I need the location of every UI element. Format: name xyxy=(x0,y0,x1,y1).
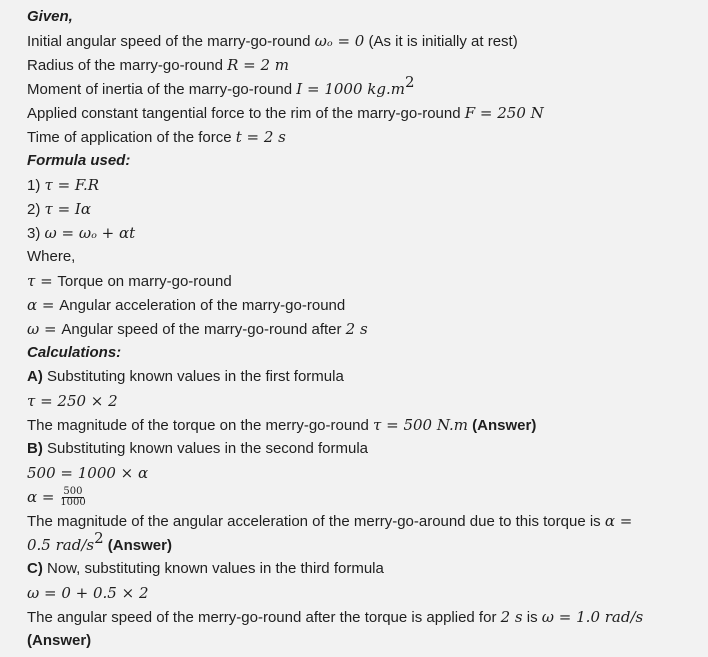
where-heading: Where, xyxy=(27,248,76,265)
formula-2 xyxy=(27,197,697,221)
where-alpha-symbol: α = xyxy=(27,296,60,314)
where-torque-text: Torque on marry-go-round xyxy=(57,273,232,290)
given-force xyxy=(27,101,697,125)
given-time-text: Time of application of the force xyxy=(27,129,236,146)
given-time xyxy=(27,125,697,149)
step-b-alpha-lhs: α = xyxy=(27,488,60,506)
given-radius xyxy=(27,53,697,77)
formula-2-math: τ = Iα xyxy=(44,200,91,218)
step-a-equation xyxy=(27,389,697,413)
step-b-result-alpha: α = xyxy=(604,512,633,530)
formula-3 xyxy=(27,221,697,245)
where-alpha xyxy=(27,293,697,317)
step-c-label: C) xyxy=(27,560,43,577)
given-initial-speed-math: ωₒ = 0 xyxy=(314,32,365,50)
given-radius-text: Radius of the marry-go-round xyxy=(27,57,228,74)
step-b-result xyxy=(27,509,697,533)
given-inertia-math: I = 1000 kg.m xyxy=(296,80,405,98)
where-alpha-text: Angular acceleration of the marry-go-round xyxy=(59,297,346,314)
step-a-intro xyxy=(27,365,697,389)
step-c-text: Now, substituting known values in the third formula xyxy=(42,560,384,577)
calculations-heading: Calculations: xyxy=(27,344,122,361)
given-heading: Given, xyxy=(27,8,73,25)
where-torque-symbol: τ = xyxy=(27,272,58,290)
step-b-fraction-line xyxy=(27,485,697,509)
where-omega-text: Angular speed of the marry-go-round after xyxy=(61,321,346,338)
step-b-label: B) xyxy=(27,440,43,457)
given-initial-speed-text: Initial angular speed of the marry-go-round xyxy=(27,33,315,50)
formula-1-number: 1) xyxy=(27,177,45,194)
given-radius-math: R = 2 m xyxy=(227,56,290,74)
step-b-result-text: The magnitude of the angular acceleration of the merry-go-around due to this torque is xyxy=(27,513,605,530)
step-b-text: Substituting known values in the second formula xyxy=(42,440,369,457)
step-a-result-math: τ = 500 N.m xyxy=(373,416,469,434)
given-inertia-exponent: 2 xyxy=(404,73,415,91)
step-a-result-text: The magnitude of the torque on the merry-go-round xyxy=(27,417,374,434)
step-a-answer: (Answer) xyxy=(468,417,537,434)
given-inertia-text: Moment of inertia of the marry-go-round xyxy=(27,81,297,98)
step-b-intro xyxy=(27,437,697,461)
formula-3-number: 3) xyxy=(27,225,45,242)
given-force-math: F = 250 N xyxy=(464,104,544,122)
solution-content xyxy=(27,5,697,653)
step-c-equation xyxy=(27,581,697,605)
step-a-equation-math: τ = 250 × 2 xyxy=(27,392,118,410)
given-force-text: Applied constant tangential force to the rim of the marry-go-round xyxy=(27,105,465,122)
step-b-fraction-denominator: 1000 xyxy=(60,496,86,508)
formula-3-math: ω = ωₒ + αt xyxy=(44,224,136,242)
step-a-result xyxy=(27,413,697,437)
given-time-math: t = 2 s xyxy=(235,128,286,146)
step-c-intro xyxy=(27,557,697,581)
step-c-result-time: 2 s xyxy=(500,608,523,626)
step-b-result-exponent: 2 xyxy=(94,529,104,547)
step-b-equation-math: 500 = 1000 × α xyxy=(27,464,149,482)
step-c-answer: (Answer) xyxy=(27,632,92,649)
step-c-result-text: The angular speed of the merry-go-round after the torque is applied for xyxy=(27,609,501,626)
step-c-result xyxy=(27,605,697,629)
formula-1 xyxy=(27,173,697,197)
given-inertia xyxy=(27,73,697,101)
where-omega-time: 2 s xyxy=(345,320,368,338)
formula-1-math: τ = F.R xyxy=(44,176,100,194)
formula-2-number: 2) xyxy=(27,201,45,218)
step-b-result-continued xyxy=(27,529,697,557)
step-c-result-math: ω = 1.0 rad/s xyxy=(541,608,644,626)
step-b-answer: (Answer) xyxy=(103,537,172,554)
step-b-fraction-numerator: 500 xyxy=(63,485,83,497)
step-c-result-is: is xyxy=(522,609,542,626)
where-omega xyxy=(27,317,697,341)
step-a-text: Substituting known values in the first formula xyxy=(42,368,344,385)
formula-heading: Formula used: xyxy=(27,152,131,169)
step-b-fraction xyxy=(59,487,86,508)
where-torque xyxy=(27,269,697,293)
given-initial-speed-note: (As it is initially at rest) xyxy=(364,33,518,50)
step-b-result-value: 0.5 rad/s xyxy=(27,536,95,554)
where-omega-symbol: ω = xyxy=(27,320,62,338)
step-b-equation xyxy=(27,461,697,485)
step-c-equation-math: ω = 0 + 0.5 × 2 xyxy=(27,584,149,602)
step-a-label: A) xyxy=(27,368,43,385)
given-initial-speed xyxy=(27,29,697,53)
